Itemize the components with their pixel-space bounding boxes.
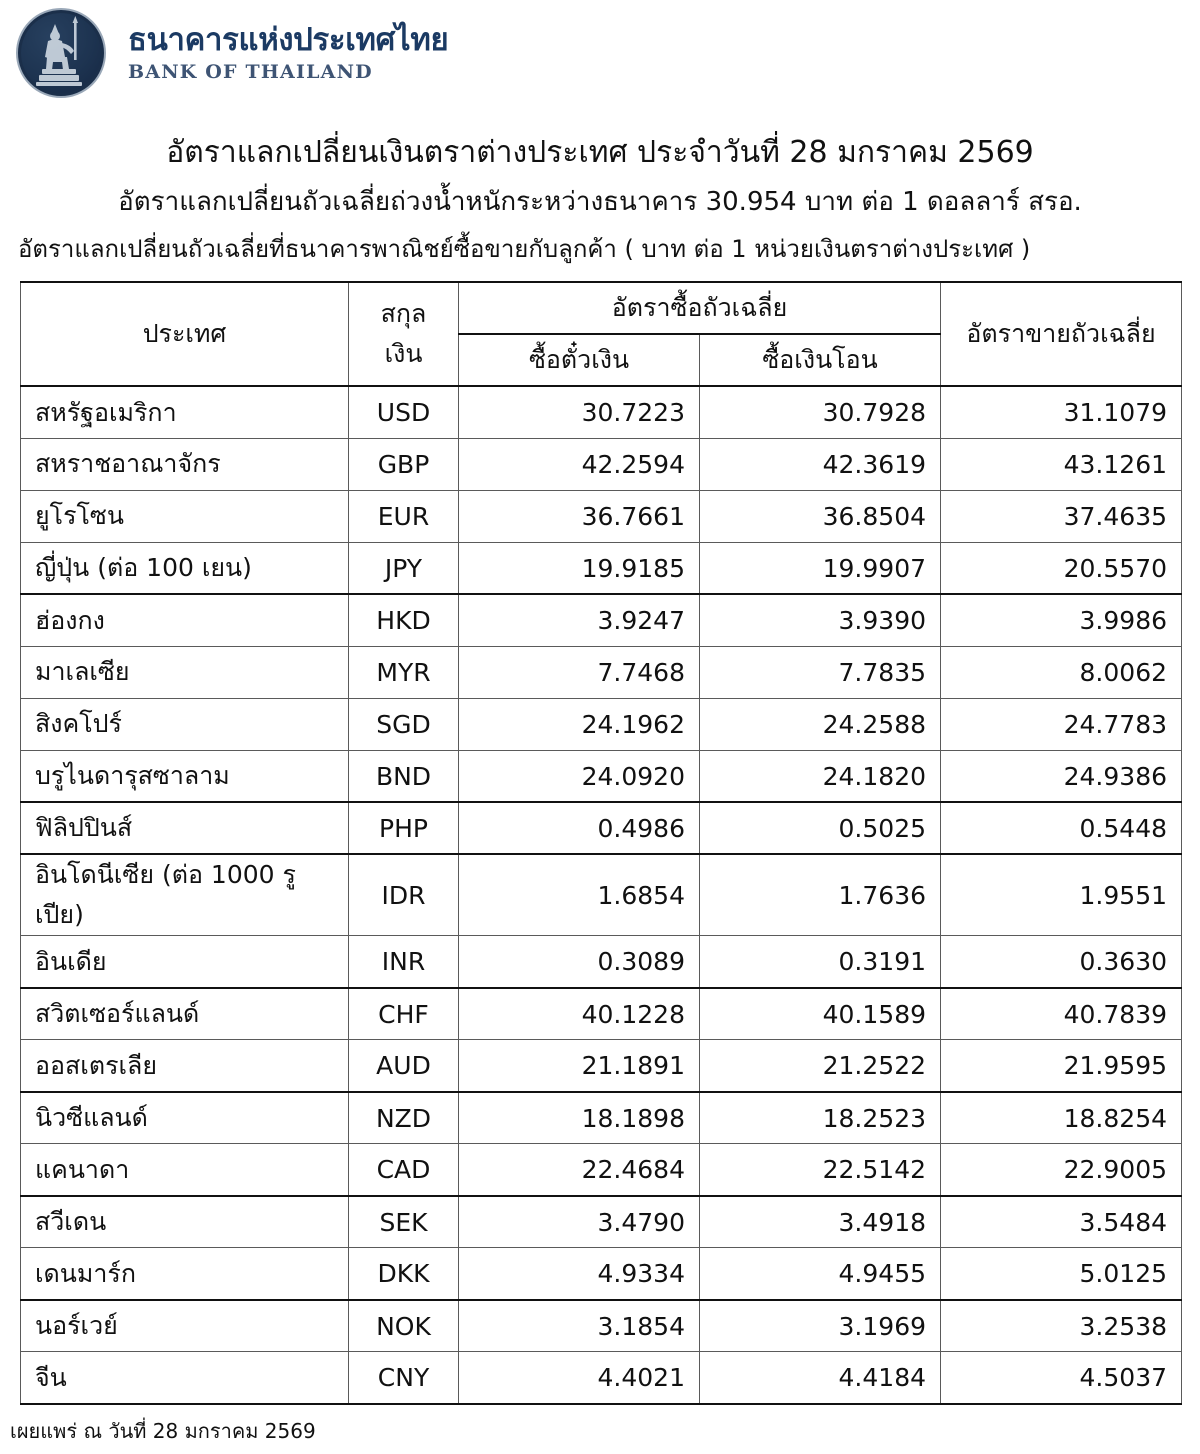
cell-selling-rate: 0.5448	[941, 802, 1182, 854]
cell-currency: USD	[349, 386, 459, 438]
cell-buying-sight-bill: 18.1898	[459, 1092, 700, 1144]
table-row	[21, 988, 1182, 1040]
cell-buying-transfer: 36.8504	[700, 490, 941, 542]
cell-country: สหราชอาณาจักร	[21, 438, 349, 490]
table-row	[21, 594, 1182, 646]
cell-currency: JPY	[349, 542, 459, 594]
cell-country: แคนาดา	[21, 1144, 349, 1196]
cell-buying-transfer: 30.7928	[700, 386, 941, 438]
table-row	[21, 1040, 1182, 1092]
cell-buying-sight-bill: 30.7223	[459, 386, 700, 438]
cell-country: สิงคโปร์	[21, 698, 349, 750]
brand-name-en: BANK OF THAILAND	[128, 60, 373, 83]
cell-country: สวีเดน	[21, 1196, 349, 1248]
cell-buying-transfer: 0.3191	[700, 936, 941, 988]
cell-country: ฮ่องกง	[21, 594, 349, 646]
cell-country: สวิตเซอร์แลนด์	[21, 988, 349, 1040]
cell-country: บรูไนดารุสซาลาม	[21, 750, 349, 802]
cell-currency: DKK	[349, 1248, 459, 1300]
table-row	[21, 854, 1182, 936]
cell-country: เดนมาร์ก	[21, 1248, 349, 1300]
exchange-rate-table-wrapper	[20, 281, 1180, 1405]
cell-currency: CNY	[349, 1352, 459, 1404]
cell-buying-transfer: 0.5025	[700, 802, 941, 854]
cell-selling-rate: 3.5484	[941, 1196, 1182, 1248]
table-row	[21, 936, 1182, 988]
table-row	[21, 1092, 1182, 1144]
cell-buying-transfer: 1.7636	[700, 854, 941, 936]
cell-buying-sight-bill: 24.0920	[459, 750, 700, 802]
exchange-rate-table	[20, 281, 1182, 1405]
cell-buying-sight-bill: 4.9334	[459, 1248, 700, 1300]
cell-buying-transfer: 19.9907	[700, 542, 941, 594]
cell-buying-sight-bill: 36.7661	[459, 490, 700, 542]
cell-buying-sight-bill: 40.1228	[459, 988, 700, 1040]
cell-buying-transfer: 21.2522	[700, 1040, 941, 1092]
cell-currency: IDR	[349, 854, 459, 936]
cell-selling-rate: 3.9986	[941, 594, 1182, 646]
cell-selling-rate: 40.7839	[941, 988, 1182, 1040]
cell-currency: MYR	[349, 646, 459, 698]
cell-country: อินเดีย	[21, 936, 349, 988]
cell-currency: CHF	[349, 988, 459, 1040]
cell-buying-transfer: 4.4184	[700, 1352, 941, 1404]
table-body	[21, 386, 1182, 1404]
cell-buying-transfer: 18.2523	[700, 1092, 941, 1144]
cell-country: ญี่ปุ่น (ต่อ 100 เยน)	[21, 542, 349, 594]
cell-buying-sight-bill: 3.9247	[459, 594, 700, 646]
table-row	[21, 646, 1182, 698]
table-row	[21, 802, 1182, 854]
cell-selling-rate: 18.8254	[941, 1092, 1182, 1144]
cell-buying-sight-bill: 22.4684	[459, 1144, 700, 1196]
table-row	[21, 386, 1182, 438]
cell-buying-transfer: 42.3619	[700, 438, 941, 490]
cell-country: จีน	[21, 1352, 349, 1404]
cell-buying-sight-bill: 1.6854	[459, 854, 700, 936]
table-row	[21, 1352, 1182, 1404]
bank-of-thailand-seal-icon	[16, 8, 106, 98]
cell-buying-sight-bill: 4.4021	[459, 1352, 700, 1404]
cell-selling-rate: 8.0062	[941, 646, 1182, 698]
brand-name-th: ธนาคารแห่งประเทศไทย	[128, 21, 449, 58]
cell-selling-rate: 5.0125	[941, 1248, 1182, 1300]
cell-buying-sight-bill: 19.9185	[459, 542, 700, 594]
cell-buying-transfer: 24.2588	[700, 698, 941, 750]
header-buying-transfer: ซื้อเงินโอน	[700, 334, 941, 386]
cell-country: ยูโรโซน	[21, 490, 349, 542]
cell-selling-rate: 43.1261	[941, 438, 1182, 490]
cell-buying-transfer: 24.1820	[700, 750, 941, 802]
table-row	[21, 1144, 1182, 1196]
header-buying-group: อัตราซื้อถัวเฉลี่ย	[459, 282, 941, 334]
table-row	[21, 438, 1182, 490]
cell-buying-sight-bill: 24.1962	[459, 698, 700, 750]
table-row	[21, 750, 1182, 802]
cell-country: ออสเตรเลีย	[21, 1040, 349, 1092]
cell-selling-rate: 24.7783	[941, 698, 1182, 750]
cell-country: มาเลเซีย	[21, 646, 349, 698]
cell-selling-rate: 1.9551	[941, 854, 1182, 936]
published-date: เผยแพร่ ณ วันที่ 28 มกราคม 2569	[10, 1418, 316, 1443]
cell-selling-rate: 22.9005	[941, 1144, 1182, 1196]
cell-currency: AUD	[349, 1040, 459, 1092]
cell-buying-sight-bill: 0.3089	[459, 936, 700, 988]
cell-buying-sight-bill: 42.2594	[459, 438, 700, 490]
cell-buying-transfer: 3.4918	[700, 1196, 941, 1248]
cell-selling-rate: 31.1079	[941, 386, 1182, 438]
table-row	[21, 542, 1182, 594]
header-country: ประเทศ	[21, 282, 349, 386]
interbank-rate-subtitle: อัตราแลกเปลี่ยนถัวเฉลี่ยถ่วงน้ำหนักระหว่างธนาคาร 30.954 บาท ต่อ 1 ดอลลาร์ สรอ.	[118, 187, 1082, 218]
cell-buying-transfer: 7.7835	[700, 646, 941, 698]
commercial-bank-rate-note: อัตราแลกเปลี่ยนถัวเฉลี่ยที่ธนาคารพาณิชย์ซื้อขายกับลูกค้า ( บาท ต่อ 1 หน่วยเงินตราต่างประเทศ )	[18, 235, 1031, 264]
table-row	[21, 1196, 1182, 1248]
cell-country: สหรัฐอเมริกา	[21, 386, 349, 438]
cell-buying-transfer: 3.1969	[700, 1300, 941, 1352]
table-row	[21, 490, 1182, 542]
cell-country: นอร์เวย์	[21, 1300, 349, 1352]
cell-currency: SEK	[349, 1196, 459, 1248]
header-currency: สกุลเงิน	[349, 282, 459, 386]
table-row	[21, 698, 1182, 750]
cell-selling-rate: 24.9386	[941, 750, 1182, 802]
cell-currency: NZD	[349, 1092, 459, 1144]
cell-buying-sight-bill: 7.7468	[459, 646, 700, 698]
page-header	[0, 0, 1200, 92]
cell-buying-transfer: 4.9455	[700, 1248, 941, 1300]
cell-currency: CAD	[349, 1144, 459, 1196]
page-title: อัตราแลกเปลี่ยนเงินตราต่างประเทศ ประจำวันที่ 28 มกราคม 2569	[166, 135, 1034, 170]
title-block	[0, 92, 1200, 265]
cell-currency: BND	[349, 750, 459, 802]
cell-selling-rate: 3.2538	[941, 1300, 1182, 1352]
cell-buying-sight-bill: 3.1854	[459, 1300, 700, 1352]
cell-selling-rate: 0.3630	[941, 936, 1182, 988]
brand-text	[128, 21, 449, 83]
table-head	[21, 282, 1182, 386]
cell-currency: INR	[349, 936, 459, 988]
header-selling-rate: อัตราขายถัวเฉลี่ย	[941, 282, 1182, 386]
cell-currency: PHP	[349, 802, 459, 854]
cell-currency: NOK	[349, 1300, 459, 1352]
cell-currency: EUR	[349, 490, 459, 542]
cell-currency: GBP	[349, 438, 459, 490]
cell-buying-transfer: 40.1589	[700, 988, 941, 1040]
header-buying-sight-bill: ซื้อตั๋วเงิน	[459, 334, 700, 386]
cell-currency: HKD	[349, 594, 459, 646]
cell-buying-transfer: 3.9390	[700, 594, 941, 646]
cell-buying-sight-bill: 21.1891	[459, 1040, 700, 1092]
table-row	[21, 1300, 1182, 1352]
cell-country: ฟิลิปปินส์	[21, 802, 349, 854]
cell-country: อินโดนีเซีย (ต่อ 1000 รูเปีย)	[21, 854, 349, 936]
cell-selling-rate: 37.4635	[941, 490, 1182, 542]
cell-buying-transfer: 22.5142	[700, 1144, 941, 1196]
cell-selling-rate: 4.5037	[941, 1352, 1182, 1404]
table-row	[21, 1248, 1182, 1300]
cell-selling-rate: 20.5570	[941, 542, 1182, 594]
cell-country: นิวซีแลนด์	[21, 1092, 349, 1144]
cell-buying-sight-bill: 0.4986	[459, 802, 700, 854]
cell-buying-sight-bill: 3.4790	[459, 1196, 700, 1248]
cell-selling-rate: 21.9595	[941, 1040, 1182, 1092]
cell-currency: SGD	[349, 698, 459, 750]
